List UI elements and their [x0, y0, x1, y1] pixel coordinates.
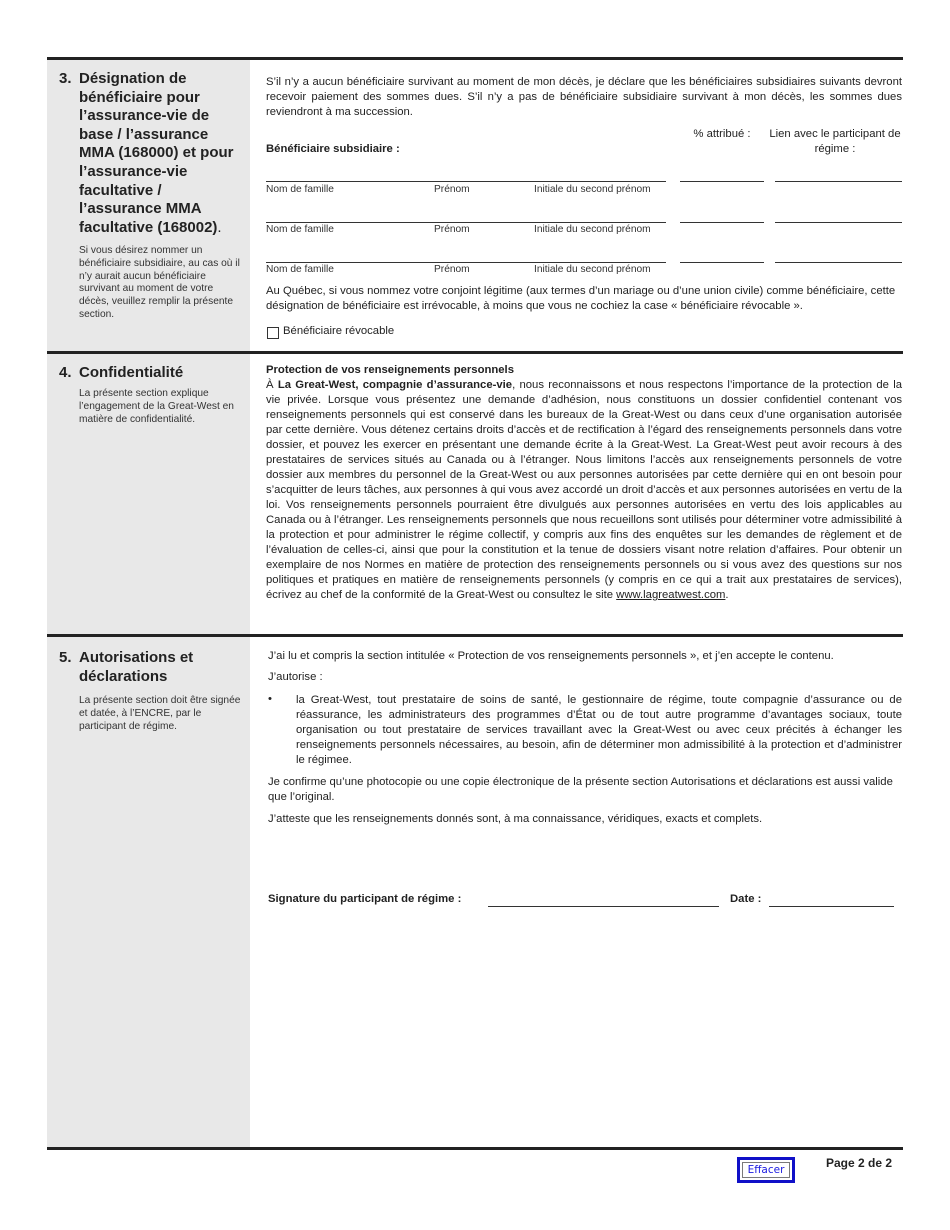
beneficiary-1-percent-line[interactable] — [680, 181, 764, 182]
clear-button-label: Effacer — [742, 1162, 790, 1178]
beneficiary-1-name-line[interactable] — [266, 181, 666, 182]
subsidiary-beneficiary-label: Bénéficiaire subsidiaire : — [266, 143, 400, 155]
column-percent-header: % attribué : — [693, 128, 751, 140]
section-4-title: Confidentialité — [79, 364, 184, 381]
signature-label: Signature du participant de régime : — [268, 893, 462, 905]
section-3-title-end: . — [217, 218, 222, 236]
company-name: La Great-West, compagnie d’assurance-vie — [277, 379, 513, 391]
clear-button[interactable] — [737, 1157, 795, 1183]
section-3-title — [79, 70, 239, 237]
revocable-beneficiary-label: Bénéficiaire révocable — [283, 325, 395, 337]
beneficiary-2-name-line[interactable] — [266, 222, 666, 223]
privacy-body-prefix: À — [266, 379, 274, 391]
authorization-para-2: J’autorise : — [268, 671, 323, 683]
date-label: Date : — [730, 893, 762, 905]
bottom-rule — [47, 1147, 903, 1150]
top-rule — [47, 57, 903, 60]
section-3-intro: S’il n’y a aucun bénéficiaire survivant au moment de mon décès, je déclare que les bénéficiaires subsidiaires suivants devront recevoir paiement des sommes dues. S’il n’y a pas de bénéficiaire subsidiaire survivant à mon décès, les sommes dues reviendront à ma succession. — [266, 76, 902, 118]
beneficiary-3-initial-label: Initiale du second prénom — [534, 264, 651, 275]
authorization-bullet-text: la Great-West, tout prestataire de soins de santé, le gestionnaire de régime, toute compagnie d’assurance ou de réassurance, les administrateurs des programmes d’État ou de tout autre programme d’avantages sociaux, toute organisation ou tout prestataire de services travaillant avec la Great-West ou avec ceux précités à échanger les renseignements personnels nécessaires, au besoin, afin de déterminer mon admissibilité à la protection et d’administrer le régimee. — [296, 694, 902, 766]
privacy-body-text: , nous reconnaissons et nous respectons l’importance de la protection de la vie privée. Lorsque vous présentez une demande d’adhésion, nous constituons un dossier confidentiel contenant vos renseignements personnels qui est conservé dans les bureaux de la Great-West ou dans ceux d’une organisation autorisée par cette dernière. Vous détenez certains droits d’accès et de rectification à l’égard des renseignements personnels dans votre dossier, et pouvez les exercer en présentant une demande écrite à la Great-West. La Great-West peut avoir recours à des prestataires de services situés au Canada ou à l’étranger. Nous limitons l’accès aux renseignements personnels de votre dossier aux membres du personnel de la Great-West ou aux personnes autorisées par cette dernière qui en ont besoin pour s’acquitter de leurs tâches, aux personnes à qui vous avez accordé un droit d’accès et aux personnes autorisées en vertu de la loi. Vos renseignements personnels pourraient être divulgués aux personnes autorisées en vertu des lois applicables au Canada ou à l’étranger. Les renseignements personnels que nous recueillons sont utilisés pour déterminer votre admissibilité à la protection et pour administrer le régime collectif, y compris aux fins des enquêtes sur les demandes de règlement et de l’évaluation de celles-ci, ainsi que pour la constitution et la tenue de dossiers visant notre relation d’affaires. Pour obtenir un exemplaire de nos Normes en matière de protection des renseignements personnels ou si vous avez des questions sur nos politiques et pratiques en matière de renseignements personnels (y compris en ce qui a trait aux prestataires de services), écrivez au chef de la conformité de la Great-West ou consultez le site — [266, 379, 902, 601]
authorization-para-4: J’atteste que les renseignements donnés sont, à ma connaissance, véridiques, exacts et complets. — [268, 813, 763, 825]
signature-line[interactable] — [488, 906, 719, 907]
authorization-para-3: Je confirme qu’une photocopie ou une copie électronique de la présente section Autorisations et déclarations est aussi valide que l’original. — [268, 776, 893, 803]
revocable-beneficiary-checkbox[interactable] — [267, 327, 279, 339]
authorization-para-1: J’ai lu et compris la section intitulée « Protection de vos renseignements personnels », et j’en accepte le contenu. — [268, 650, 834, 662]
beneficiary-3-relation-line[interactable] — [775, 262, 902, 263]
beneficiary-1-first-name-label: Prénom — [434, 184, 470, 195]
section-3-title-text: Désignation de bénéficiaire pour l’assurance-vie de base / l’assurance MMA (168000) et pour l’assurance-vie facultative / l’assurance MMA facultative (168002) — [79, 70, 234, 236]
date-line[interactable] — [769, 906, 894, 907]
beneficiary-2-first-name-label: Prénom — [434, 224, 470, 235]
beneficiary-3-percent-line[interactable] — [680, 262, 764, 263]
column-relation-header: Lien avec le participant de régime : — [769, 128, 901, 155]
beneficiary-2-percent-line[interactable] — [680, 222, 764, 223]
section-5-number: 5. — [59, 649, 72, 666]
section-4-description: La présente section explique l’engagement de la Great-West en matière de confidentialité. — [79, 388, 234, 425]
quebec-note: Au Québec, si vous nommez votre conjoint légitime (aux termes d’un mariage ou d’une union civile) comme bénéficiaire, cette désignation de bénéficiaire est irrévocable, à moins que vous ne cochiez la case « bénéficiaire révocable ». — [266, 285, 896, 312]
section-3-description: Si vous désirez nommer un bénéficiaire subsidiaire, au cas où il n’y aurait aucun bénéficiaire survivant au moment de votre décès, veuillez remplir la présente section. — [79, 245, 240, 320]
beneficiary-2-initial-label: Initiale du second prénom — [534, 224, 651, 235]
beneficiary-1-relation-line[interactable] — [775, 181, 902, 182]
beneficiary-1-last-name-label: Nom de famille — [266, 184, 334, 195]
section-divider-4-5 — [47, 634, 903, 637]
section-3-number: 3. — [59, 70, 72, 87]
section-4-number: 4. — [59, 364, 72, 381]
beneficiary-2-last-name-label: Nom de famille — [266, 224, 334, 235]
beneficiary-3-last-name-label: Nom de famille — [266, 264, 334, 275]
privacy-heading: Protection de vos renseignements personnels — [266, 364, 514, 376]
privacy-body-end: . — [725, 589, 729, 601]
page-number: Page 2 de 2 — [826, 1156, 893, 1170]
bullet: • — [268, 693, 272, 705]
section-divider-3-4 — [47, 351, 903, 354]
beneficiary-3-name-line[interactable] — [266, 262, 666, 263]
section-5-title: Autorisations et déclarations — [79, 649, 194, 685]
beneficiary-3-first-name-label: Prénom — [434, 264, 470, 275]
beneficiary-1-initial-label: Initiale du second prénom — [534, 184, 651, 195]
section-5-description: La présente section doit être signée et datée, à l’ENCRE, par le participant de régime. — [79, 695, 241, 732]
privacy-body — [266, 378, 902, 603]
beneficiary-2-relation-line[interactable] — [775, 222, 902, 223]
website-link[interactable]: www.lagreatwest.com — [616, 589, 726, 601]
